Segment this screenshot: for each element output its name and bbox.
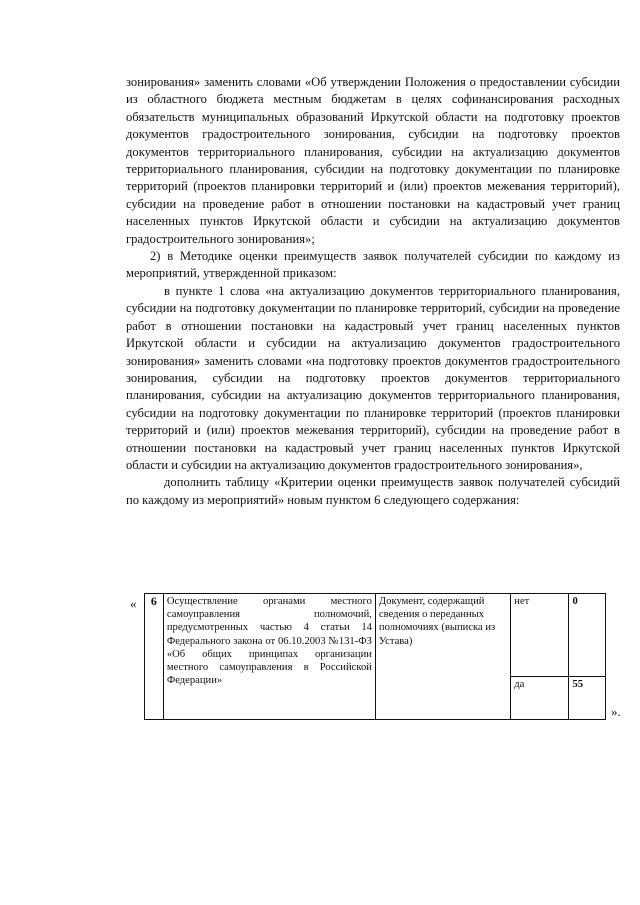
answer-no-cell: нет — [511, 594, 569, 677]
table-opening-quote: « — [130, 596, 137, 611]
points-yes-cell: 55 — [569, 677, 606, 720]
body-text — [126, 74, 620, 509]
points-no-cell: 0 — [569, 594, 606, 677]
answer-yes-cell: да — [511, 677, 569, 720]
row-number-cell: 6 — [145, 594, 164, 720]
paragraph-zoning-replacement: зонирования» заменить словами «Об утверждении Положения о предоставлении субсидии из областного бюджета местным бюджетам в целях софинансирования расходных обязательств муниципальных образований Иркутской области на подготовку проектов документов градостроительного зонирования, субсидии на подготовку проектов документов территориального планирования, субсидии на актуализацию документов территориального планирования, субсидии на подготовку документации по планировке территорий (проектов планировки территорий и (или) проектов межевания территорий), субсидии на проведение работ в отношении постановки на кадастровый учет границ населенных пунктов Иркутской области и субсидии на актуализацию документов градостроительного зонирования»; — [126, 75, 620, 246]
table-closing-quote: ». — [611, 704, 621, 719]
criteria-table — [144, 593, 606, 720]
paragraph-point-1-change: в пункте 1 слова «на актуализацию документов территориального планирования, субсидии на подготовку документации по планировке территорий, субсидии на проведение работ в отношении постановки на кадастровый учет границ населенных пунктов Иркутской области и субсидии на актуализацию документов градостроительного зонирования» заменить словами «на подготовку проектов документов градостроительного зонирования, субсидии на подготовку проектов документов территориального планирования, субсидии на актуализацию документов территориального планирования, субсидии на подготовку документации по планировке территорий (проектов планировки территорий и (или) проектов межевания территорий), субсидии на проведение работ в отношении постановки на кадастровый учет границ населенных пунктов Иркутской области и субсидии на актуализацию документов градостроительного зонирования», — [126, 283, 620, 472]
paragraph-add-table-row: дополнить таблицу «Критерии оценки преимуществ заявок получателей субсидий по каждому из мероприятий» новым пунктом 6 следующего содержания: — [126, 475, 620, 507]
table-row — [145, 594, 606, 677]
document-cell: Документ, содержащий сведения о переданных полномочиях (выписка из Устава) — [375, 594, 510, 720]
criterion-cell: Осуществление органами местного самоуправления полномочий, предусмотренных частью 4 статьи 14 Федерального закона от 06.10.2003 №131-ФЗ «Об общих принципах организации местного самоуправления в Российской Федерации» — [163, 594, 375, 720]
paragraph-methodology-item: 2) в Методике оценки преимуществ заявок получателей субсидии по каждому из мероприятий, утвержденной приказом: — [126, 249, 620, 281]
